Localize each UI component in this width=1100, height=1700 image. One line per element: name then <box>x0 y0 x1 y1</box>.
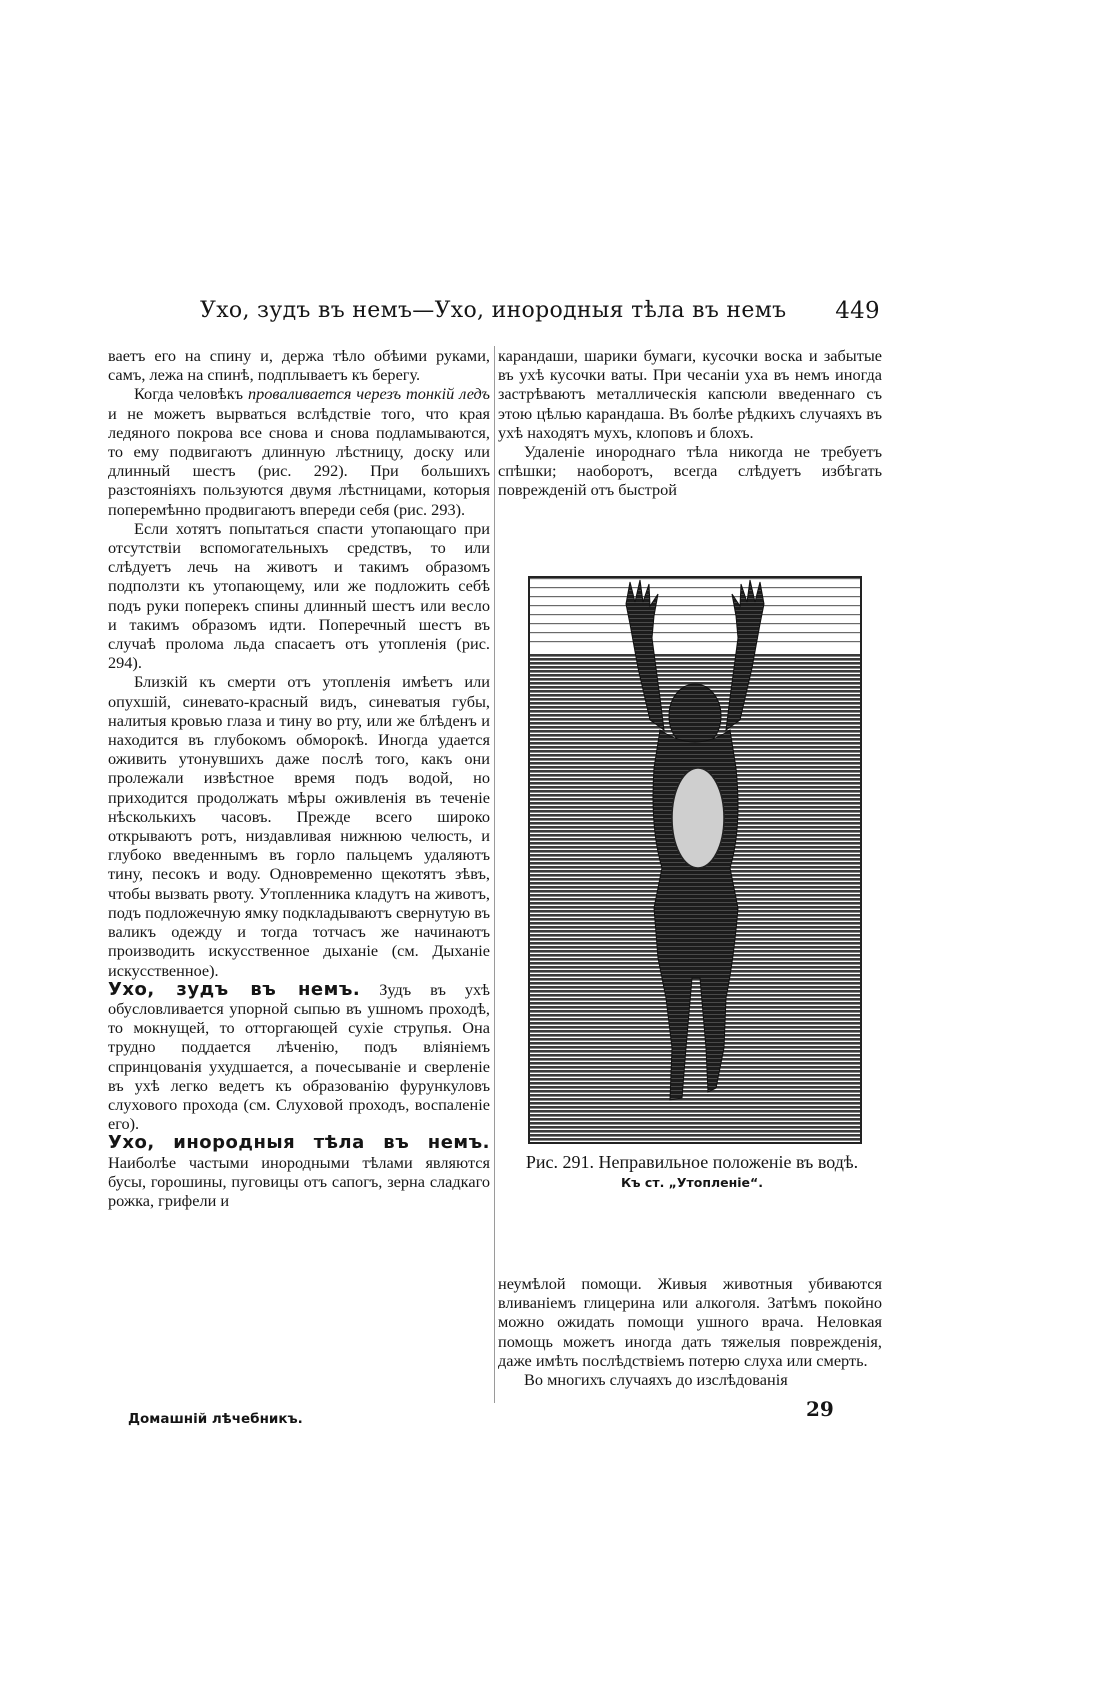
footer-signature-number: 29 <box>806 1397 834 1421</box>
paragraph: Если хотятъ попытаться спасти утопающаго при отсутствіи вспомогательныхъ средствъ, то или слѣдуетъ лечь на животъ и такимъ образомъ подползти къ утопающему, или же подложить себѣ подъ руки поперекъ спины длинный шестъ или весло и такимъ образомъ идти. Поперечный шестъ въ случаѣ пролома льда спасаетъ отъ утопленія (рис. 294). <box>108 518 490 673</box>
section-heading: Ухо, зудъ въ немъ. <box>108 978 361 1000</box>
section-ear-itch <box>108 980 490 1134</box>
paragraph-rest: и не можетъ вырваться вслѣдствіе того, что края ледяного покрова все снова и снова подламываются, то ему подвигаютъ длинную лѣстницу, доску или длинный шестъ (рис. 292). При большихъ разстояніяхъ пользуются двумя лѣстницами, которыя поперемѣнно продвигаютъ впереди себя (рис. 293). <box>108 403 490 519</box>
paragraph: Удаленіе инороднаго тѣла никогда не требуетъ спѣшки; наоборотъ, всегда слѣдуетъ избѣгать поврежденій отъ быстрой <box>498 442 882 500</box>
page-number: 449 <box>835 298 880 324</box>
section-heading: Ухо, инородныя тѣла въ немъ. <box>108 1132 490 1154</box>
italic-phrase: проваливается черезъ тонкій ледъ <box>247 384 490 404</box>
section-text: Зудъ въ ухѣ обусловливается упорной сыпью въ ушномъ проходѣ, то мокнущей, то отторгающей сухіе струпья. Она трудно поддается лѣченію, подъ вліяніемъ спринцованія ухудшается, а почесываніе и сверленіе въ ухѣ легко ведетъ къ образованію фурункуловъ слухового прохода (см. Слуховой проходъ, воспаленіе его). <box>108 979 490 1134</box>
section-ear-foreign-bodies <box>108 1133 490 1210</box>
paragraph: неумѣлой помощи. Живыя животныя убиваются вливаніемъ глицерина или алкоголя. Затѣмъ покойно можно ожидать помощи ушного врача. Неловкая помощь можетъ иногда дать тяжелыя поврежденія, даже имѣть послѣдствіемъ потерю слуха или смерть. <box>498 1274 882 1370</box>
paragraph: карандаши, шарики бумаги, кусочки воска и забытые въ ухѣ кусочки ваты. При чесаніи уха въ немъ иногда застрѣваютъ металлическія капсюли введеннаго съ этою цѣлью карандаша. Въ болѣе рѣдкихъ случаяхъ въ ухѣ находятъ мухъ, клоповъ и блохъ. <box>498 346 882 442</box>
paragraph: ваетъ его на спину и, держа тѣло обѣими руками, самъ, лежа на спинѣ, подплываетъ къ берегу. <box>108 346 490 385</box>
column-divider <box>494 346 495 1403</box>
drowning-figure-engraving <box>530 578 860 1142</box>
caption-reference: Къ ст. „Утопленіе“. <box>620 1175 764 1190</box>
paragraph: Во многихъ случаяхъ до изслѣдованія <box>524 1370 788 1390</box>
paragraph-lead: Когда человѣкъ <box>134 384 248 404</box>
paragraph: Близкій къ смерти отъ утопленія имѣетъ или опухшій, синевато-красный видъ, синеватыя губы, налитыя кровью глаза и тину во рту, или же блѣденъ и находится въ глубокомъ обморокѣ. Иногда удается оживить утонувшихъ даже послѣ того, какъ они пролежали извѣстное время подъ водой, но приходится продолжать мѣры оживленія въ теченіе нѣсколькихъ часовъ. Прежде всего широко открываютъ ротъ, низдавливая нижнюю челюсть, и глубоко введеннымъ въ горло пальцемъ удаляютъ тину, песокъ и воду. Одновременно щекотятъ зѣвъ, чтобы вызвать рвоту. Утопленника кладутъ на животъ, подъ подложечную ямку подкладываютъ свернутую въ валикъ одежду и тогда тотчасъ же начинаютъ производить искусственное дыханіе (см. Дыханіе искусственное). <box>108 672 490 980</box>
paragraph <box>108 384 490 518</box>
right-column-top <box>498 346 882 500</box>
light-chest-oval <box>672 768 724 868</box>
right-column-bottom <box>498 1274 882 1389</box>
caption-text: Рис. 291. Неправильное положеніе въ водѣ. <box>525 1152 859 1172</box>
footer-book-title: Домашній лѣчебникъ. <box>128 1411 303 1427</box>
figure-caption <box>500 1152 884 1190</box>
figure-drowning-illustration <box>528 576 862 1144</box>
left-column <box>108 346 490 1210</box>
running-title: Ухо, зудъ въ немъ—Ухо, инородныя тѣла въ немъ <box>200 298 787 323</box>
section-text: Наиболѣе частыми инородными тѣлами являются бусы, горошины, пуговицы отъ сапогъ, зерна сладкаго рожка, грифели и <box>108 1152 490 1210</box>
